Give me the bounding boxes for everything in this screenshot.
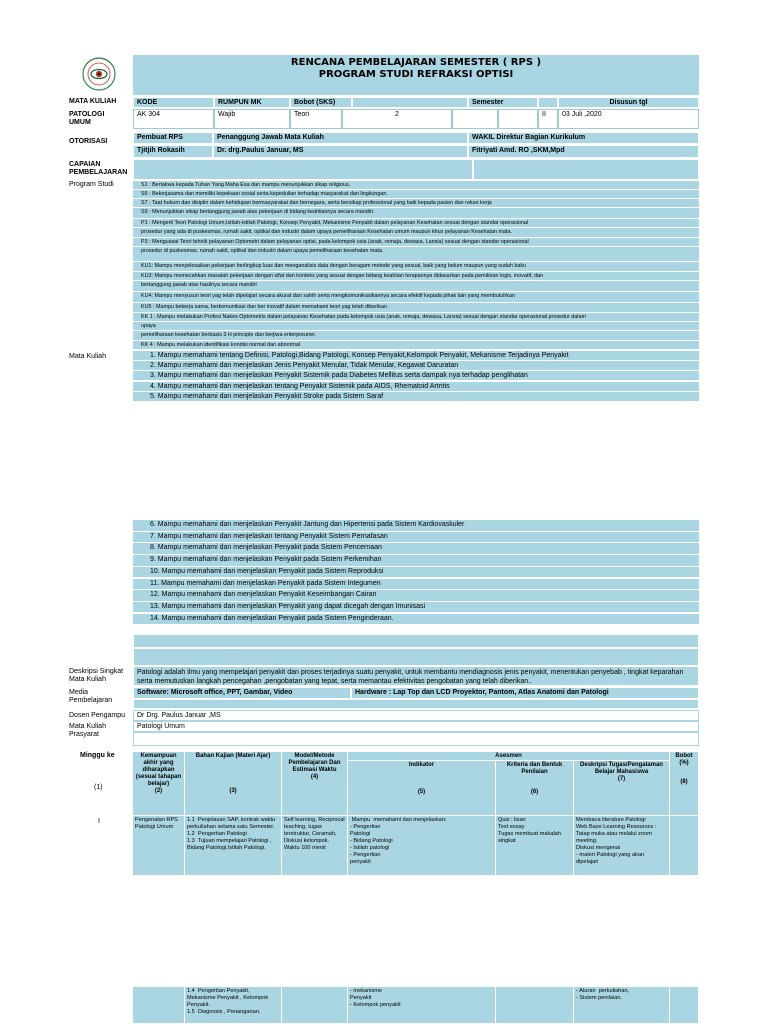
th-semester: Semester bbox=[468, 97, 538, 108]
row1-bahan: 1.1 Penjelasan SAP, kontrak waktu perkuliahan selama satu Semester. 1.2 Pengertian Patologi 1.3 Tujuan mempelajari Patologi , Bidang Patologi,Istilah Patologi. bbox=[185, 816, 282, 876]
auth-wakil-label: WAKIL Direktur Bagian Kurikulum bbox=[468, 132, 699, 144]
label-minggu-num: (1) bbox=[94, 784, 103, 791]
th-empty-2 bbox=[538, 97, 558, 108]
mata-kuliah-row: 3. Mampu memahami dan menjelaskan Penyakit Sistemik pada Diabetes Mellitus serta dampak nya terhadap penglihatan bbox=[133, 371, 699, 381]
prasyarat-value: Patologi Umum bbox=[133, 721, 699, 732]
auth-pj-label: Penanggung Jawab Mata Kuliah bbox=[213, 132, 468, 144]
th-kemampuan-text: Kemampuan akhir yang diharapkan (sesuai tahapan belajar) bbox=[135, 753, 182, 787]
th-asesmen: Asesmen bbox=[348, 752, 670, 761]
th-bahan bbox=[185, 752, 282, 816]
row2-indikator: - mekanisme Penyakit - Kelompok penyakit bbox=[348, 987, 496, 1024]
row1-model: Self learning, Reciprocal teaching, tugas terstruktur, Ceramah, Diskusi kelompok. Waktu 100 menit bbox=[282, 816, 348, 876]
label-mata-kuliah-2: Mata Kuliah bbox=[69, 353, 106, 360]
mata-kuliah-row: 10. Mampu memahami dan menjelaskan Penyakit pada Sistem Reproduksi bbox=[133, 567, 699, 579]
th-kriteria-text: Kriteria dan Bentuk Penilaian bbox=[506, 762, 563, 775]
capaian-row: KK 4 : Mampu melakukan identifikasi kondisi normal dan abnormal bbox=[133, 341, 699, 350]
th-disusun: Disusun tgl bbox=[558, 97, 699, 108]
capaian-row: S9 : Menunjukkan sikap bertanggung jawab atas pekerjaan di bidang keahliannya secara mandiri. bbox=[133, 208, 699, 219]
row1-deskripsi: Membaca literature Patologi Web Base Learning Resources : Tatap muka atau melalui zoom meeting. Diskusi mengenai - materi Patologi yang akan dipelajari bbox=[574, 816, 670, 876]
capaian-row: prosedur yang ada di puskesmas, rumah sakit, optikal dan industri dalam upaya pemeliharaan Kesehatan umum maupun khus pelayanan Kesehatan mata. bbox=[133, 228, 699, 238]
label-media: Media Pembelajaran bbox=[69, 689, 113, 704]
mk-blank-2 bbox=[133, 648, 699, 666]
th-bobot bbox=[670, 752, 699, 816]
th-deskripsi bbox=[574, 761, 670, 816]
th-kriteria bbox=[496, 761, 574, 816]
th-bobot-num: (8) bbox=[680, 779, 688, 785]
dosen-name: Dr Drg. Paulus Januar ,MS bbox=[133, 710, 699, 721]
row2-model bbox=[282, 987, 348, 1024]
media-hardware: Hardware : Lap Top dan LCD Proyektor, Pantom, Atlas Anatomi dan Patologi bbox=[351, 687, 699, 699]
th-indikator-num: (5) bbox=[417, 789, 426, 795]
capaian-row: S1 : Bertakwa kepada Tuhan Yang Maha Esa dan mampu menunjukkan sikap religious. bbox=[133, 181, 699, 190]
th-bahan-text: Bahan Kajian (Materi Ajar) bbox=[195, 753, 271, 759]
mata-kuliah-row: 6. Mampu memahami dan menjelaskan Penyakit Jantung dan Hipertensi pada Sistem Kardiovaskuler bbox=[133, 520, 699, 532]
row1-bobot bbox=[670, 816, 699, 876]
capaian-row: S7 : Taat hukum dan disiplin dalam kehidupan bermasyarakat dan bernegara, serta bersikap professional yang baik kepada pasien dan rekan kerja bbox=[133, 199, 699, 208]
capaian-row: KK 1 : Mampu melakukan Profesi Nakes Optometris dalam pelayanan Kesehatan pada kelompok usia (anak, remaja, dewasa, Lansia) sesuai dengan standar operasional prosedur dalam bbox=[133, 313, 699, 322]
label-minggu-i: I bbox=[98, 818, 100, 825]
th-bahan-num: (3) bbox=[229, 788, 237, 794]
row2-bahan: 1.4 Pengertian Penyakit, Mekanisme Penyakit , Kelompok Penyakit. 1.5 Diagnosis , Penanganan, bbox=[185, 987, 282, 1024]
th-rumpun: RUMPUN MK bbox=[214, 97, 290, 108]
td-rumpun: Wajib bbox=[214, 109, 290, 129]
capaian-row: KU4: Mampu menyusun teori yag telah dipelajari secara akurat dan sahih serta mengkomunikasikannya secara efektif kepada pihak lain yang membutuhkan bbox=[133, 292, 699, 303]
mata-kuliah-row: 9. Mampu memahami dan menjelaskan Penyakit pada Sistem Perkemihan bbox=[133, 555, 699, 567]
th-indikator-text: Indikator bbox=[408, 762, 435, 768]
th-model-text: Model/Metode Pembelajaran Dan Estimasi Waktu bbox=[288, 753, 341, 773]
td-teori: Teori bbox=[290, 109, 342, 129]
th-bobot: Bobot (SKS) bbox=[290, 97, 352, 108]
td-sks: 2 bbox=[342, 109, 452, 129]
capaian-row: pemeliharaan kesehatan berbasis 3 H principle dan berjiwa enterpreuner. bbox=[133, 331, 699, 341]
mata-kuliah-row: 7. Mampu memahami dan menjelaskan tentang Penyakit Sistem Pernafasan bbox=[133, 532, 699, 544]
row2-kriteria bbox=[496, 987, 574, 1024]
mata-kuliah-row: 1. Mampu memahami tentang Definisi, Patologi,Bidang Patologi, Konsep Penyakit,Kelompok Penyakit, Mekanisme Terjadinya Penyakit bbox=[133, 351, 699, 361]
th-kemampuan-num: (2) bbox=[154, 788, 163, 794]
page-title: RENCANA PEMBELAJARAN SEMESTER ( RPS ) bbox=[290, 57, 542, 68]
th-bobot-text: Bobot (%) bbox=[675, 753, 693, 766]
td-disusun: 03 Juli ,2020 bbox=[558, 109, 699, 129]
th-deskripsi-text: Deskripsi Tugas/Pengalaman Belajar Mahasiswa bbox=[580, 762, 663, 775]
auth-wakil: Fitriyati Amd. RO ,SKM,Mpd bbox=[468, 145, 699, 158]
th-indikator bbox=[348, 761, 496, 816]
media-blank bbox=[133, 699, 699, 709]
capaian-row: KU5 : Mampu bekerja sama, berkomunikasi dan ber inovatif dalam memahami teori yag telah diberikan bbox=[133, 303, 699, 313]
td-kode: AK 304 bbox=[133, 109, 214, 129]
mk-blank-1 bbox=[133, 634, 699, 648]
capaian-row: P3 : Menguasai Teori tehnik pelayanan Optometri dalam pelayanan optisi, pada kelompok usia (anak, remaja, dewasa, Lansia) sesuai dengan standar operasional bbox=[133, 238, 699, 247]
capaian-row: upaya bbox=[133, 322, 699, 331]
mata-kuliah-row: 5. Mampu memahami dan menjelaskan Penyakit Stroke pada Sistem Saraf bbox=[133, 392, 699, 402]
th-empty bbox=[352, 97, 468, 108]
institution-logo bbox=[72, 55, 127, 95]
th-model-num: (4) bbox=[310, 774, 319, 780]
label-capaian: CAPAIAN PEMBELAJARAN bbox=[69, 161, 128, 176]
label-mata-kuliah: MATA KULIAH bbox=[69, 98, 117, 105]
auth-pembuat-label: Pembuat RPS bbox=[133, 132, 213, 144]
mata-kuliah-row: 13. Mampu memahami dan menjelaskan Penyakit yang dapat dicegah dengan Imunisasi bbox=[133, 602, 699, 614]
row1-kemampuan: Pengenalan RPS Patologi Umum bbox=[133, 816, 185, 876]
page-subtitle: PROGRAM STUDI REFRAKSI OPTISI bbox=[318, 69, 514, 80]
th-kemampuan bbox=[133, 752, 185, 816]
th-kriteria-num: (6) bbox=[530, 789, 539, 795]
label-minggu: Minggu ke bbox=[80, 752, 115, 759]
capaian-row: P1 : Mengerti Teori Patologi Umum,Istilah-istilah Patologi, Konsep Penyakit, Mekanisme Penyakit dalam pelayanan Kesehatan sesuai dengan standar operasional bbox=[133, 219, 699, 228]
mata-kuliah-row: 8. Mampu memahami dan menjelaskan Penyakit pada Sistem Pencernaan bbox=[133, 543, 699, 555]
label-program-studi: Program Studi bbox=[69, 181, 114, 188]
auth-pembuat: Tjitjih Rokasih bbox=[133, 145, 213, 158]
row2-deskripsi: - Aturan perkuliahan, - Sistem penilaian. bbox=[574, 987, 670, 1024]
mata-kuliah-row: 12. Mampu memahami dan menjelaskan Penyakit Keseimbangan Cairan bbox=[133, 590, 699, 602]
label-patologi-umum: PATOLOGI UMUM bbox=[69, 111, 105, 126]
capaian-blank-1 bbox=[133, 159, 473, 180]
auth-pj: Dr. drg.Paulus Januar, MS bbox=[213, 145, 468, 158]
label-deskripsi: Deskripsi Singkat Mata Kuliah bbox=[69, 668, 124, 683]
capaian-row: bertanggung jawab atas hasilnya secara mandiri bbox=[133, 281, 699, 292]
mata-kuliah-row: 11. Mampu memahami dan menjelaskan Penyakit pada Sistem Integumen bbox=[133, 579, 699, 591]
mata-kuliah-row: 4. Mampu memahami dan menjelaskan tentang Penyakit Sistemik pada AIDS, Rhematoid Artritis bbox=[133, 382, 699, 392]
mata-kuliah-row: 2. Mampu memahami dan menjelaskan Jenis Penyakit Menular, Tidak Menular, Kegawat Daruratan bbox=[133, 361, 699, 371]
media-software: Software: Microsoft office, PPT, Gambar, Video bbox=[133, 687, 351, 699]
td-empty-1 bbox=[452, 109, 498, 129]
row2-bobot bbox=[670, 987, 699, 1024]
deskripsi-text: Patologi adalah ilmu yang mempelajari penyakit dan proses terjadinya suatu penyakit, untuk membantu mendiagnosis jenis penyakit, menentukan penyebab , tingkat keparahan serta memutuskan langkah pencegahan ,pengobatan yang tepat, serta memantau efektivitas pengobatan yang telah diberikan.. bbox=[133, 666, 699, 686]
label-otorisasi: OTORISASI bbox=[69, 138, 108, 145]
td-semester: II bbox=[538, 109, 558, 129]
capaian-row: prosedur di puskesmas, rumah sakit, optikal dan industri dalam upaya pemeliharaan kesehatan mata. bbox=[133, 247, 699, 262]
prasyarat-blank bbox=[133, 732, 699, 746]
capaian-row: S6 : Bekerjasama dan memiliki kepekaan sosial serta kepedulian terhadap masyarakat dan lingkungan. bbox=[133, 190, 699, 199]
th-kode: KODE bbox=[133, 97, 214, 108]
label-prasyarat: Mata Kuliah Prasyarat bbox=[69, 723, 106, 738]
row1-indikator: Mampu memahami dan menjelaskan: - Pengertian Patologi - Bidang Patologi - Istilah patologi - Pengertian penyakit bbox=[348, 816, 496, 876]
capaian-blank-2 bbox=[473, 159, 699, 180]
th-deskripsi-num: (7) bbox=[617, 776, 626, 782]
row2-kemampuan bbox=[133, 987, 185, 1024]
capaian-row: KU1: Mampu menyelesaikan pekerjaan berlingkup luas dan menganalisis data dengan beragam metode yang sesuai, baik yang belum maupun yang sudah baku bbox=[133, 262, 699, 272]
td-empty-2 bbox=[498, 109, 538, 129]
th-model bbox=[282, 752, 348, 816]
row1-kriteria: Quiz : lisan Text essay Tugas membuat makalah singkat bbox=[496, 816, 574, 876]
capaian-row: KU3: Mampu memecahkan masalah pekerjaan dengan sifat dan konteks yang sesuai dengan bidang keahlian terapannya didasarkan pada pemikiran logis, inovatif, dan bbox=[133, 272, 699, 281]
mata-kuliah-row: 14. Mampu memahami dan menjelaskan Penyakit pada Sistem Penginderaan. bbox=[133, 614, 699, 626]
label-dosen: Dosen Pengampu bbox=[69, 712, 126, 719]
